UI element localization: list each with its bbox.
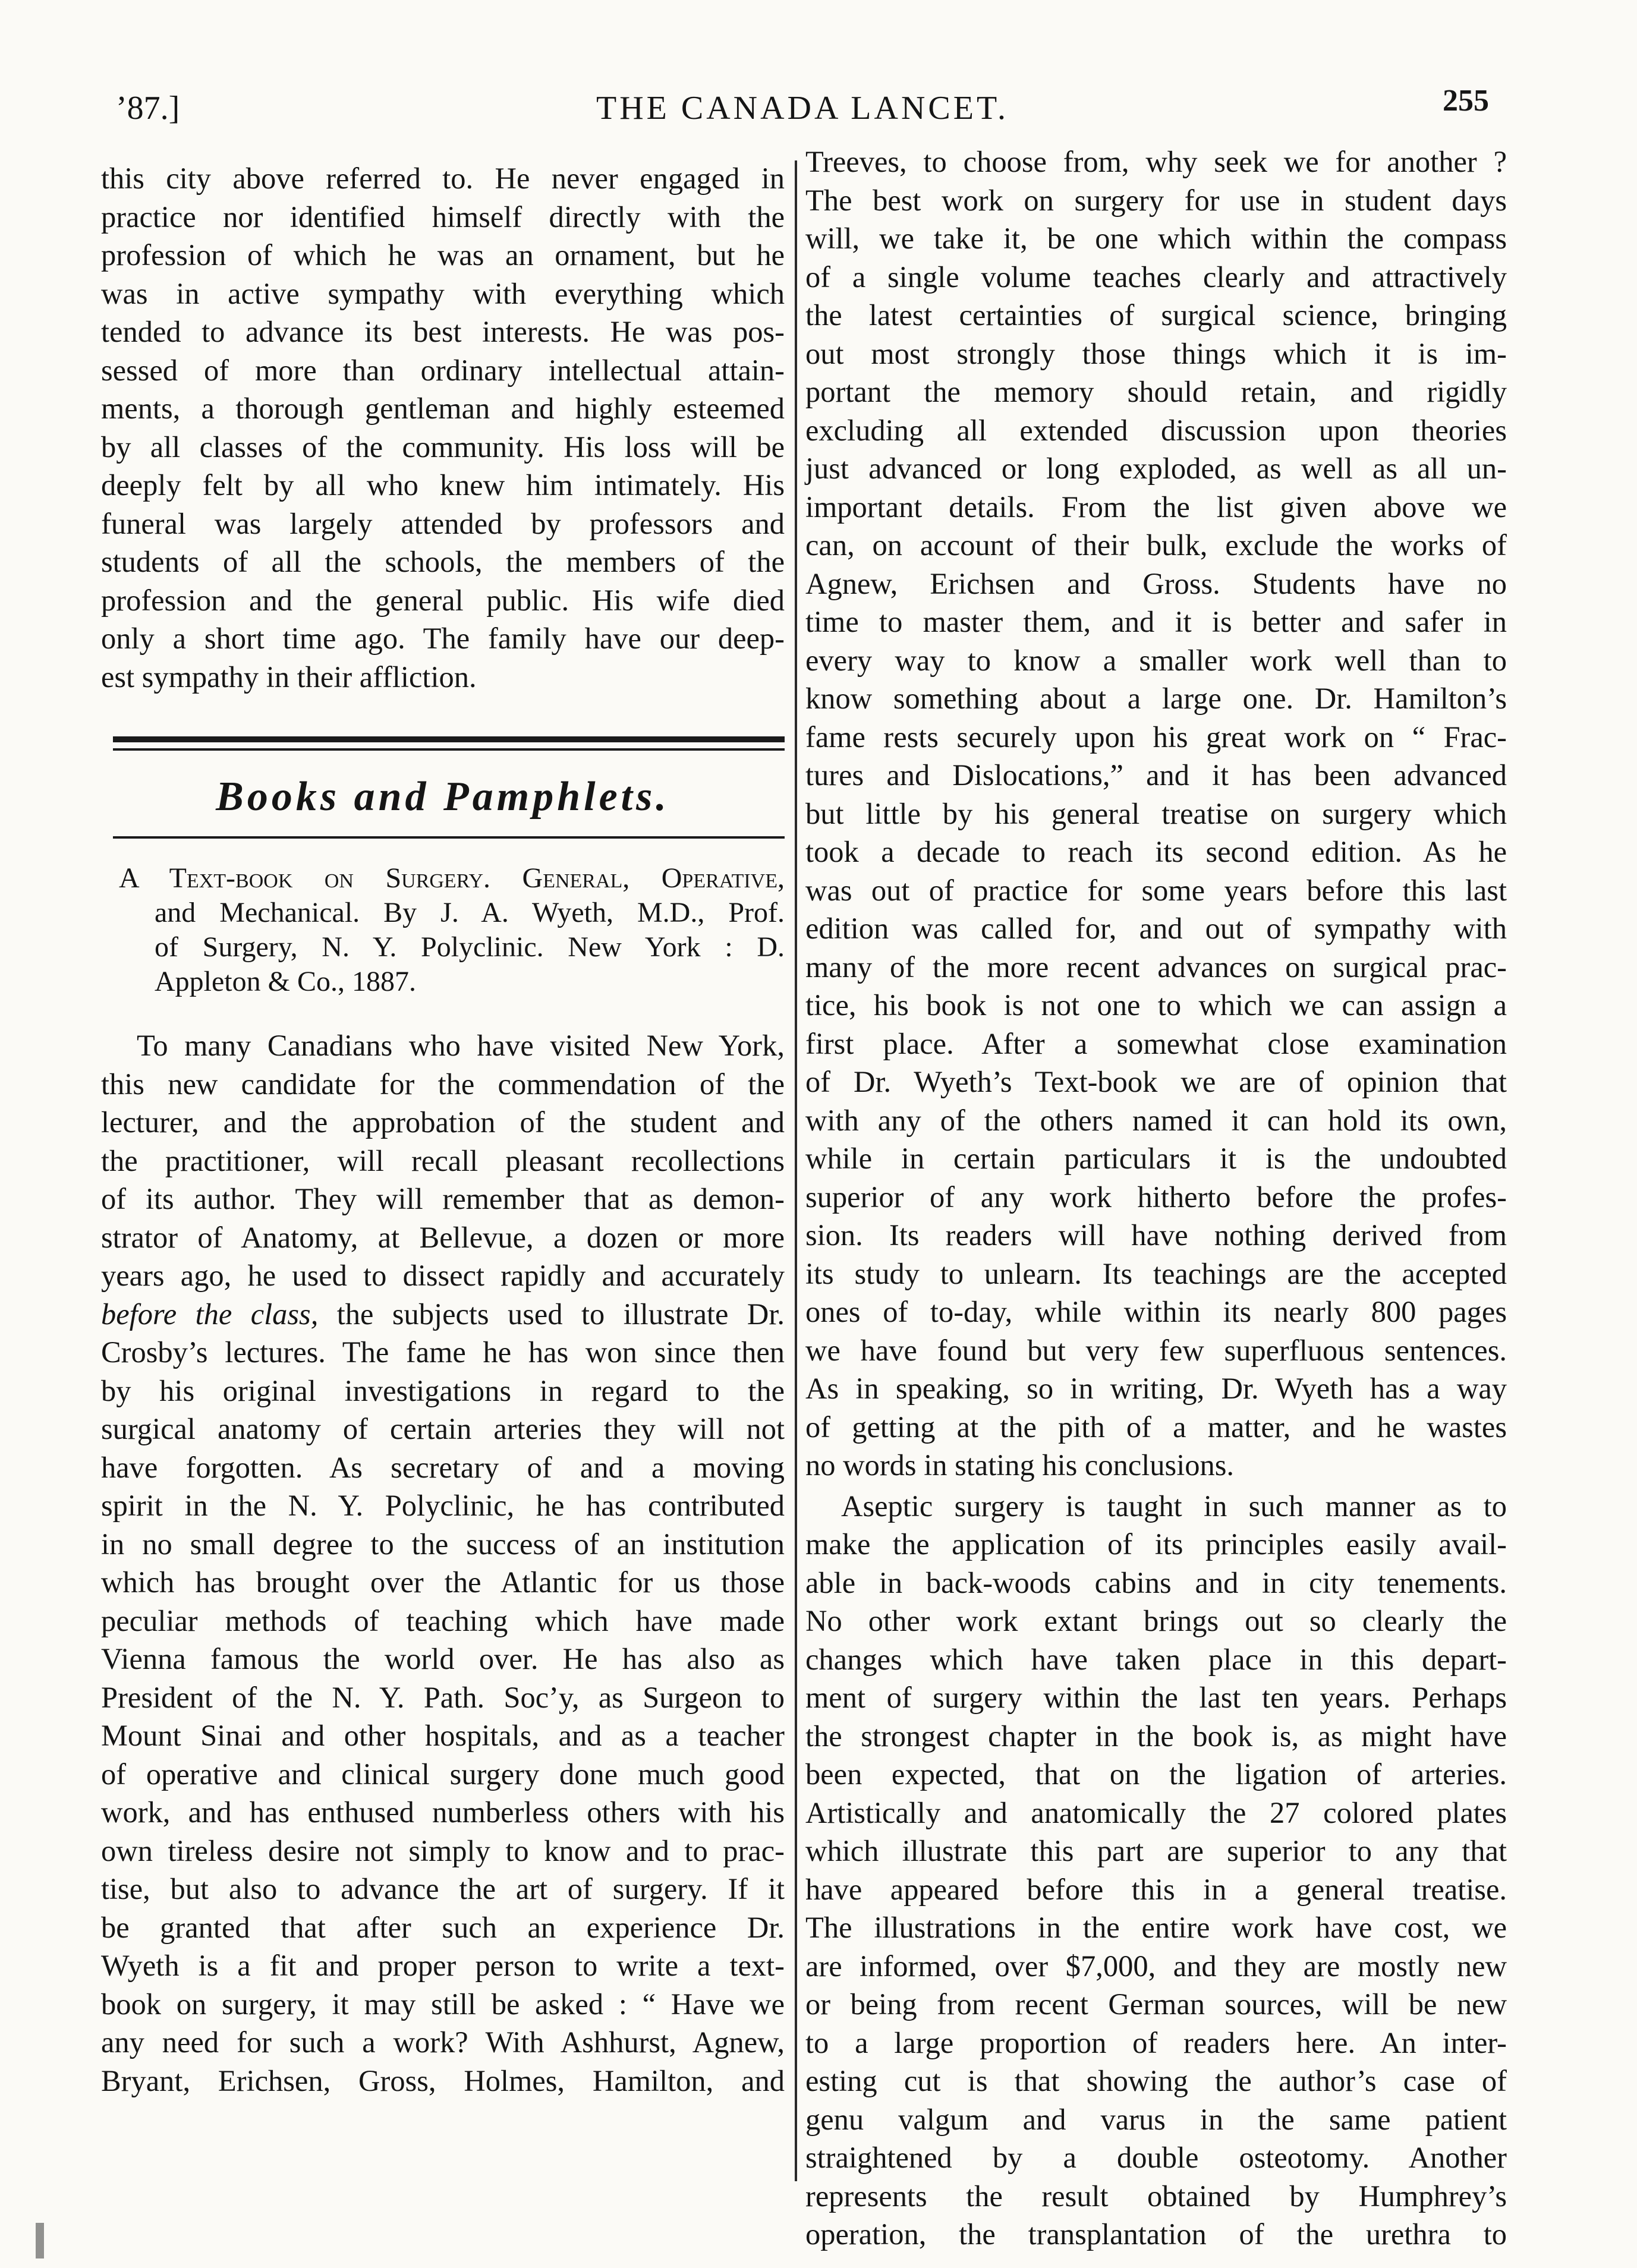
volume-year: ’87.] [116, 90, 180, 127]
text-line: spirit in the N. Y. Polyclinic, he has contributed [101, 1489, 785, 1522]
text-line: operation, the transplantation of the urethra to [805, 2217, 1507, 2251]
text-line: represents the result obtained by Humphrey’s [805, 2179, 1507, 2213]
text-line: out most strongly those things which it is im- [805, 336, 1507, 370]
text-line: students of all the schools, the members of the [101, 545, 785, 578]
text-line: portant the memory should retain, and rigidly [805, 375, 1507, 408]
text-line: in no small degree to the success of an institution [101, 1527, 785, 1561]
running-head [116, 83, 1489, 131]
text-line: own tireless desire not simply to know and to prac- [101, 1834, 785, 1867]
left-column [101, 159, 785, 2100]
text-line: its study to unlearn. Its teachings are the accepted [805, 1256, 1507, 1290]
text-line: tended to advance its best interests. He was pos- [101, 315, 785, 348]
text-line: which has brought over the Atlantic for us those [101, 1565, 785, 1599]
text-line: every way to know a smaller work well than to [805, 643, 1507, 677]
text-line: sion. Its readers will have nothing derived from [805, 1218, 1507, 1252]
text-line: strator of Anatomy, at Bellevue, a dozen or more [101, 1220, 785, 1254]
text-line: was out of practice for some years before this last [805, 873, 1507, 907]
review-paragraph [101, 1026, 785, 2100]
text-line: tise, but also to advance the art of surgery. If it [101, 1872, 785, 1905]
section-double-rule [101, 736, 785, 760]
text-line: of getting at the pith of a matter, and he wastes [805, 1410, 1507, 1444]
text-line: which illustrate this part are superior to any that [805, 1834, 1507, 1867]
text-line: Crosby’s lectures. The fame he has won since then [101, 1335, 785, 1369]
text-line: of its author. They will remember that as demon- [101, 1182, 785, 1215]
text-line: first place. After a somewhat close examination [805, 1026, 1507, 1060]
text-line: deeply felt by all who knew him intimately. His [101, 468, 785, 502]
text-line: any need for such a work? With Ashhurst, Agnew, [101, 2026, 785, 2059]
obituary-paragraph [101, 159, 785, 696]
text-line: sessed of more than ordinary intellectual attain- [101, 353, 785, 387]
text-line: Mount Sinai and other hospitals, and as a teacher [101, 1719, 785, 1752]
text-line: ments, a thorough gentleman and highly esteemed [101, 392, 785, 425]
text-line: this city above referred to. He never engaged in [101, 162, 785, 195]
text-line: surgical anatomy of certain arteries they will not [101, 1412, 785, 1445]
text-line: Wyeth is a fit and proper person to write a text- [101, 1949, 785, 1982]
text-line: been expected, that on the ligation of arteries. [805, 1757, 1507, 1791]
text-line: profession and the general public. His wife died [101, 583, 785, 617]
text-line: just advanced or long exploded, as well as all un- [805, 452, 1507, 485]
text-line: was in active sympathy with everything which [101, 276, 785, 310]
text-line: straightened by a double osteotomy. Another [805, 2141, 1507, 2174]
text-line: important details. From the list given above we [805, 490, 1507, 524]
text-line: with any of the others named it can hold its own, [805, 1103, 1507, 1137]
column-divider [795, 160, 797, 2181]
line-rest: the subjects used to illustrate Dr. [318, 1297, 785, 1331]
journal-title: THE CANADA LANCET. [596, 90, 1009, 127]
text-line: this new candidate for the commendation of the [101, 1067, 785, 1101]
text-line: by his original investigations in regard to the [101, 1374, 785, 1407]
text-line [101, 1295, 785, 1334]
page-number: 255 [1443, 84, 1489, 118]
text-line: profession of which he was an ornament, but he [101, 238, 785, 272]
text-line: superior of any work hitherto before the profes- [805, 1180, 1507, 1214]
citation-line: and Mechanical. By J. A. Wyeth, M.D., Prof. [155, 897, 785, 928]
text-line: of a single volume teaches clearly and attractively [805, 260, 1507, 294]
text-line: or being from recent German sources, will be new [805, 1987, 1507, 2021]
text-line: have appeared before this in a general treatise. [805, 1872, 1507, 1906]
text-line: have forgotten. As secretary of and a moving [101, 1450, 785, 1484]
text-line: but little by his general treatise on surgery which [805, 796, 1507, 830]
text-line: Bryant, Erichsen, Gross, Holmes, Hamilton, and [101, 2064, 785, 2097]
citation-line: Appleton & Co., 1887. [155, 966, 416, 997]
text-line: The best work on surgery for use in student days [805, 183, 1507, 217]
right-column [805, 143, 1507, 2254]
text-line: can, on account of their bulk, exclude the works of [805, 528, 1507, 562]
text-line: esting cut is that showing the author’s case of [805, 2064, 1507, 2097]
text-line: by all classes of the community. His loss will be [101, 430, 785, 464]
text-line: time to master them, and it is better and safer in [805, 605, 1507, 638]
text-line: Treeves, to choose from, why seek we for another ? [805, 145, 1507, 178]
text-line: changes which have taken place in this depart- [805, 1642, 1507, 1676]
text-line: make the application of its principles easily avail- [805, 1527, 1507, 1561]
text-line: years ago, he used to dissect rapidly and accurately [101, 1259, 785, 1292]
text-line: edition was called for, and out of sympathy with [805, 912, 1507, 945]
text-line: est sympathy in their affliction. [101, 660, 477, 694]
text-line: work, and has enthused numberless others with his [101, 1796, 785, 1829]
text-line: are informed, over $7,000, and they are mostly new [805, 1949, 1507, 1983]
text-line: tures and Dislocations,” and it has been advanced [805, 758, 1507, 792]
text-line: President of the N. Y. Path. Soc’y, as Surgeon to [101, 1680, 785, 1714]
book-citation [119, 861, 785, 999]
text-line: will, we take it, be one which within the compass [805, 222, 1507, 255]
text-line: fame rests securely upon his great work on “ Frac- [805, 720, 1507, 754]
text-line: the strongest chapter in the book is, as might have [805, 1719, 1507, 1753]
text-line: As in speaking, so in writing, Dr. Wyeth has a way [805, 1372, 1507, 1405]
text-line: Aseptic surgery is taught in such manner as to [841, 1489, 1507, 1523]
text-line: know something about a large one. Dr. Hamilton’s [805, 682, 1507, 715]
text-line: No other work extant brings out so clearly the [805, 1604, 1507, 1637]
text-line: no words in stating his conclusions. [805, 1448, 1235, 1482]
text-line: ment of surgery within the last ten years. Perhaps [805, 1681, 1507, 1714]
text-line: Artistically and anatomically the 27 colored plates [805, 1796, 1507, 1829]
text-line: many of the more recent advances on surgical prac- [805, 950, 1507, 984]
text-line: lecturer, and the approbation of the student and [101, 1105, 785, 1139]
text-line: the latest certainties of surgical science, bringing [805, 298, 1507, 332]
text-line: took a decade to reach its second edition. As he [805, 835, 1507, 868]
scan-margin-mark [36, 2223, 44, 2258]
text-line: only a short time ago. The family have our deep- [101, 622, 785, 655]
text-line: we have found but very few superfluous sentences. [805, 1333, 1507, 1367]
text-line: Vienna famous the world over. He has also as [101, 1642, 785, 1675]
review-paragraph-continued [805, 143, 1507, 1485]
text-line: Agnew, Erichsen and Gross. Students have no [805, 566, 1507, 600]
text-line: of operative and clinical surgery done much good [101, 1757, 785, 1791]
heading-rule [113, 836, 785, 839]
thin-rule [113, 748, 785, 751]
text-line: ones of to-day, while within its nearly 800 pages [805, 1295, 1507, 1328]
text-line: the practitioner, will recall pleasant recollections [101, 1144, 785, 1177]
text-line: able in back-woods cabins and in city tenements. [805, 1565, 1507, 1599]
text-line: to a large proportion of readers here. An inter- [805, 2026, 1507, 2059]
citation-line: A Text-book on Surgery. General, Operative, [119, 862, 785, 894]
text-line: book on surgery, it may still be asked : “ Have we [101, 1987, 785, 2021]
aseptic-surgery-paragraph [805, 1487, 1507, 2254]
text-line: of Dr. Wyeth’s Text-book we are of opinion that [805, 1065, 1507, 1098]
text-line: tice, his book is not one to which we can assign a [805, 988, 1507, 1022]
citation-line: of Surgery, N. Y. Polyclinic. New York : D. [155, 931, 785, 963]
text-line: funeral was largely attended by professors and [101, 506, 785, 540]
text-line: The illustrations in the entire work have cost, we [805, 1911, 1507, 1944]
text-line: practice nor identified himself directly with the [101, 200, 785, 234]
text-line: To many Canadians who have visited New York, [137, 1029, 785, 1062]
text-line: genu valgum and varus in the same patient [805, 2102, 1507, 2136]
section-heading: Books and Pamphlets. [216, 774, 670, 820]
text-line: excluding all extended discussion upon theories [805, 413, 1507, 447]
text-line: while in certain particulars it is the undoubted [805, 1142, 1507, 1175]
text-line: be granted that after such an experience Dr. [101, 1910, 785, 1944]
italic-phrase: before the class, [101, 1297, 319, 1331]
text-line: peculiar methods of teaching which have made [101, 1604, 785, 1637]
thick-rule [113, 736, 785, 742]
